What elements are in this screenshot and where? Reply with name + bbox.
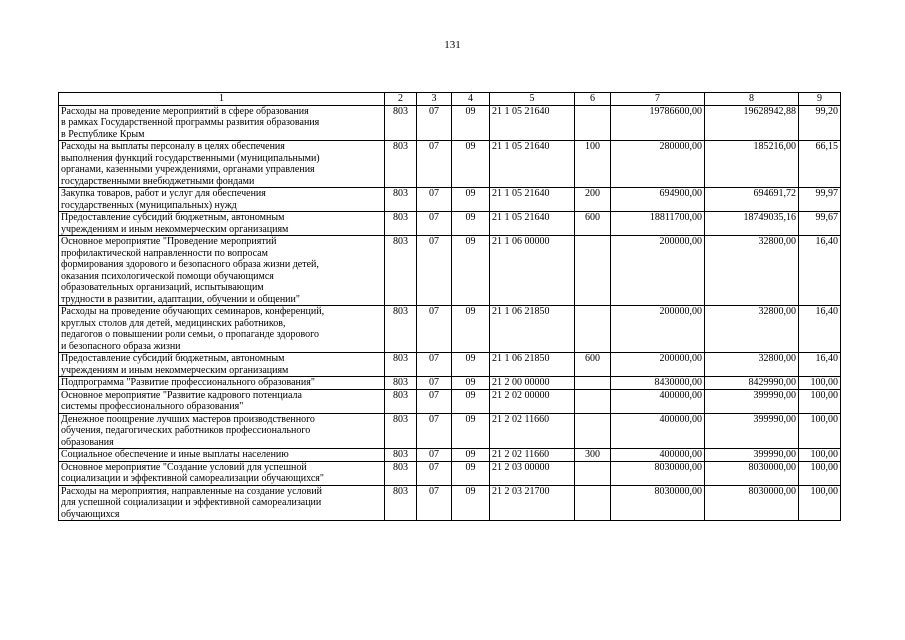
section-cell: 07 [417, 485, 452, 521]
table-row [59, 449, 841, 462]
table-row [59, 105, 841, 141]
description-cell [59, 461, 385, 485]
expense-type-cell: 600 [575, 353, 611, 377]
description-line: в рамках Государственной программы развития образования [61, 117, 320, 128]
expense-type-cell [575, 306, 611, 353]
approved-amount-cell: 400000,00 [611, 413, 705, 449]
description-cell [59, 306, 385, 353]
expense-type-cell: 600 [575, 212, 611, 236]
table-row [59, 353, 841, 377]
executed-amount-cell: 8030000,00 [705, 485, 799, 521]
subsection-cell: 09 [452, 188, 490, 212]
budget-table [58, 92, 841, 521]
table-row [59, 188, 841, 212]
description-line: Расходы на мероприятия, направленные на создание условий [61, 485, 322, 497]
section-cell: 07 [417, 377, 452, 390]
publisher-code-cell: 803 [385, 105, 417, 141]
executed-amount-cell: 399990,00 [705, 449, 799, 462]
expense-type-cell [575, 236, 611, 306]
table-row [59, 389, 841, 413]
executed-amount-cell: 8030000,00 [705, 461, 799, 485]
publisher-code-cell: 803 [385, 449, 417, 462]
execution-percent-cell: 100,00 [799, 449, 841, 462]
table-row [59, 236, 841, 306]
table-row [59, 461, 841, 485]
table-row [59, 485, 841, 521]
expense-type-cell: 200 [575, 188, 611, 212]
section-cell: 07 [417, 449, 452, 462]
description-cell [59, 377, 385, 390]
expense-type-cell [575, 377, 611, 390]
description-line: профилактической направленности по вопросам [61, 247, 268, 259]
column-header-row [59, 93, 841, 106]
target-article-cell: 21 2 02 00000 [490, 389, 575, 413]
approved-amount-cell: 8030000,00 [611, 485, 705, 521]
table-row [59, 377, 841, 390]
description-cell [59, 449, 385, 462]
column-header: 8 [705, 93, 799, 106]
approved-amount-cell: 8030000,00 [611, 461, 705, 485]
column-header: 5 [490, 93, 575, 106]
column-header: 2 [385, 93, 417, 106]
execution-percent-cell: 16,40 [799, 306, 841, 353]
executed-amount-cell: 694691,72 [705, 188, 799, 212]
table-row [59, 141, 841, 188]
publisher-code-cell: 803 [385, 353, 417, 377]
publisher-code-cell: 803 [385, 485, 417, 521]
publisher-code-cell: 803 [385, 306, 417, 353]
target-article-cell: 21 1 06 21850 [490, 306, 575, 353]
target-article-cell: 21 2 02 11660 [490, 413, 575, 449]
publisher-code-cell: 803 [385, 212, 417, 236]
column-header: 7 [611, 93, 705, 106]
expense-type-cell [575, 413, 611, 449]
expense-type-cell: 100 [575, 141, 611, 188]
publisher-code-cell: 803 [385, 389, 417, 413]
description-line: обучения, педагогических работников профессионального [61, 425, 311, 436]
table-row [59, 212, 841, 236]
target-article-cell: 21 1 05 21640 [490, 105, 575, 141]
section-cell: 07 [417, 212, 452, 236]
description-line: Предоставление субсидий бюджетным, автономным [61, 212, 285, 223]
execution-percent-cell: 100,00 [799, 461, 841, 485]
description-line: образовательных организаций, испытывающим [61, 282, 264, 293]
description-line: и безопасного образа жизни [61, 340, 181, 352]
description-line: социализации и эффективной самореализации обучающихся" [61, 473, 324, 484]
column-header: 9 [799, 93, 841, 106]
publisher-code-cell: 803 [385, 377, 417, 390]
section-cell: 07 [417, 413, 452, 449]
executed-amount-cell: 18749035,16 [705, 212, 799, 236]
approved-amount-cell: 200000,00 [611, 236, 705, 306]
description-line: Основное мероприятие "Создание условий для успешной [61, 461, 307, 473]
description-line: образования [61, 436, 114, 448]
description-line: Расходы на проведение обучающих семинаров, конференций, [61, 306, 325, 317]
description-line: для успешной социализации и эффективной самореализации [61, 497, 322, 508]
target-article-cell: 21 2 03 00000 [490, 461, 575, 485]
subsection-cell: 09 [452, 461, 490, 485]
subsection-cell: 09 [452, 105, 490, 141]
description-line: Подпрограмма "Развитие профессионального образования" [61, 377, 315, 388]
target-article-cell: 21 2 00 00000 [490, 377, 575, 390]
description-cell [59, 105, 385, 141]
expense-type-cell: 300 [575, 449, 611, 462]
section-cell: 07 [417, 306, 452, 353]
subsection-cell: 09 [452, 236, 490, 306]
description-line: Расходы на проведение мероприятий в сфере образования [61, 105, 309, 117]
approved-amount-cell: 400000,00 [611, 449, 705, 462]
execution-percent-cell: 99,67 [799, 212, 841, 236]
approved-amount-cell: 8430000,00 [611, 377, 705, 390]
execution-percent-cell: 100,00 [799, 377, 841, 390]
execution-percent-cell: 66,15 [799, 141, 841, 188]
description-line: учреждениям и иным некоммерческим организациям [61, 223, 289, 235]
column-header: 1 [59, 93, 385, 106]
subsection-cell: 09 [452, 485, 490, 521]
approved-amount-cell: 18811700,00 [611, 212, 705, 236]
description-line: государственных (муниципальных) нужд [61, 199, 237, 211]
executed-amount-cell: 399990,00 [705, 413, 799, 449]
column-header: 4 [452, 93, 490, 106]
section-cell: 07 [417, 105, 452, 141]
column-header: 6 [575, 93, 611, 106]
description-cell [59, 389, 385, 413]
description-line: выполнения функций государственными (муниципальными) [61, 152, 320, 164]
executed-amount-cell: 8429990,00 [705, 377, 799, 390]
approved-amount-cell: 694900,00 [611, 188, 705, 212]
description-line: системы профессионального образования" [61, 401, 244, 412]
description-line: учреждениям и иным некоммерческим организациям [61, 364, 289, 376]
description-line: Денежное поощрение лучших мастеров производственного [61, 413, 315, 425]
subsection-cell: 09 [452, 141, 490, 188]
description-cell [59, 188, 385, 212]
description-line: Предоставление субсидий бюджетным, автономным [61, 353, 285, 364]
execution-percent-cell: 100,00 [799, 389, 841, 413]
expense-type-cell [575, 461, 611, 485]
subsection-cell: 09 [452, 413, 490, 449]
description-line: органами, казенными учреждениями, органами управления [61, 164, 315, 175]
target-article-cell: 21 1 05 21640 [490, 188, 575, 212]
publisher-code-cell: 803 [385, 141, 417, 188]
description-line: Основное мероприятие "Развитие кадрового потенциала [61, 389, 302, 401]
approved-amount-cell: 400000,00 [611, 389, 705, 413]
description-cell [59, 236, 385, 306]
execution-percent-cell: 99,97 [799, 188, 841, 212]
description-line: педагогов о повышении роли семьи, о пропаганде здорового [61, 329, 319, 340]
executed-amount-cell: 32800,00 [705, 236, 799, 306]
approved-amount-cell: 19786600,00 [611, 105, 705, 141]
description-line: Расходы на выплаты персоналу в целях обеспечения [61, 141, 285, 152]
table-row [59, 306, 841, 353]
description-line: Закупка товаров, работ и услуг для обеспечения [61, 188, 266, 199]
expense-type-cell [575, 105, 611, 141]
section-cell: 07 [417, 141, 452, 188]
expense-type-cell [575, 389, 611, 413]
description-line: круглых столов для детей, медицинских работников, [61, 317, 286, 329]
target-article-cell: 21 1 05 21640 [490, 212, 575, 236]
section-cell: 07 [417, 353, 452, 377]
expense-type-cell [575, 485, 611, 521]
execution-percent-cell: 99,20 [799, 105, 841, 141]
executed-amount-cell: 32800,00 [705, 306, 799, 353]
executed-amount-cell: 32800,00 [705, 353, 799, 377]
target-article-cell: 21 1 06 21850 [490, 353, 575, 377]
approved-amount-cell: 200000,00 [611, 353, 705, 377]
description-cell [59, 413, 385, 449]
description-cell [59, 353, 385, 377]
description-line: в Республике Крым [61, 128, 145, 140]
description-line: Основное мероприятие "Проведение мероприятий [61, 236, 277, 247]
publisher-code-cell: 803 [385, 236, 417, 306]
description-cell [59, 141, 385, 188]
description-line: Социальное обеспечение и иные выплаты населению [61, 449, 289, 460]
target-article-cell: 21 2 03 21700 [490, 485, 575, 521]
section-cell: 07 [417, 188, 452, 212]
execution-percent-cell: 100,00 [799, 413, 841, 449]
target-article-cell: 21 1 06 00000 [490, 236, 575, 306]
subsection-cell: 09 [452, 353, 490, 377]
subsection-cell: 09 [452, 377, 490, 390]
subsection-cell: 09 [452, 449, 490, 462]
description-line: оказания психологической помощи обучающимся [61, 270, 274, 282]
table-row [59, 413, 841, 449]
section-cell: 07 [417, 461, 452, 485]
description-line: формирования здорового и безопасного образа жизни детей, [61, 259, 319, 270]
target-article-cell: 21 2 02 11660 [490, 449, 575, 462]
subsection-cell: 09 [452, 212, 490, 236]
subsection-cell: 09 [452, 306, 490, 353]
target-article-cell: 21 1 05 21640 [490, 141, 575, 188]
description-cell [59, 485, 385, 521]
execution-percent-cell: 16,40 [799, 353, 841, 377]
description-line: государственными внебюджетными фондами [61, 175, 255, 187]
execution-percent-cell: 100,00 [799, 485, 841, 521]
executed-amount-cell: 399990,00 [705, 389, 799, 413]
executed-amount-cell: 185216,00 [705, 141, 799, 188]
executed-amount-cell: 19628942,88 [705, 105, 799, 141]
publisher-code-cell: 803 [385, 461, 417, 485]
description-line: обучающихся [61, 508, 120, 520]
publisher-code-cell: 803 [385, 188, 417, 212]
publisher-code-cell: 803 [385, 413, 417, 449]
page-number: 131 [444, 39, 461, 51]
section-cell: 07 [417, 389, 452, 413]
execution-percent-cell: 16,40 [799, 236, 841, 306]
section-cell: 07 [417, 236, 452, 306]
column-header: 3 [417, 93, 452, 106]
approved-amount-cell: 280000,00 [611, 141, 705, 188]
description-line: трудности в развитии, адаптации, обучении и общении" [61, 293, 300, 305]
subsection-cell: 09 [452, 389, 490, 413]
description-cell [59, 212, 385, 236]
approved-amount-cell: 200000,00 [611, 306, 705, 353]
